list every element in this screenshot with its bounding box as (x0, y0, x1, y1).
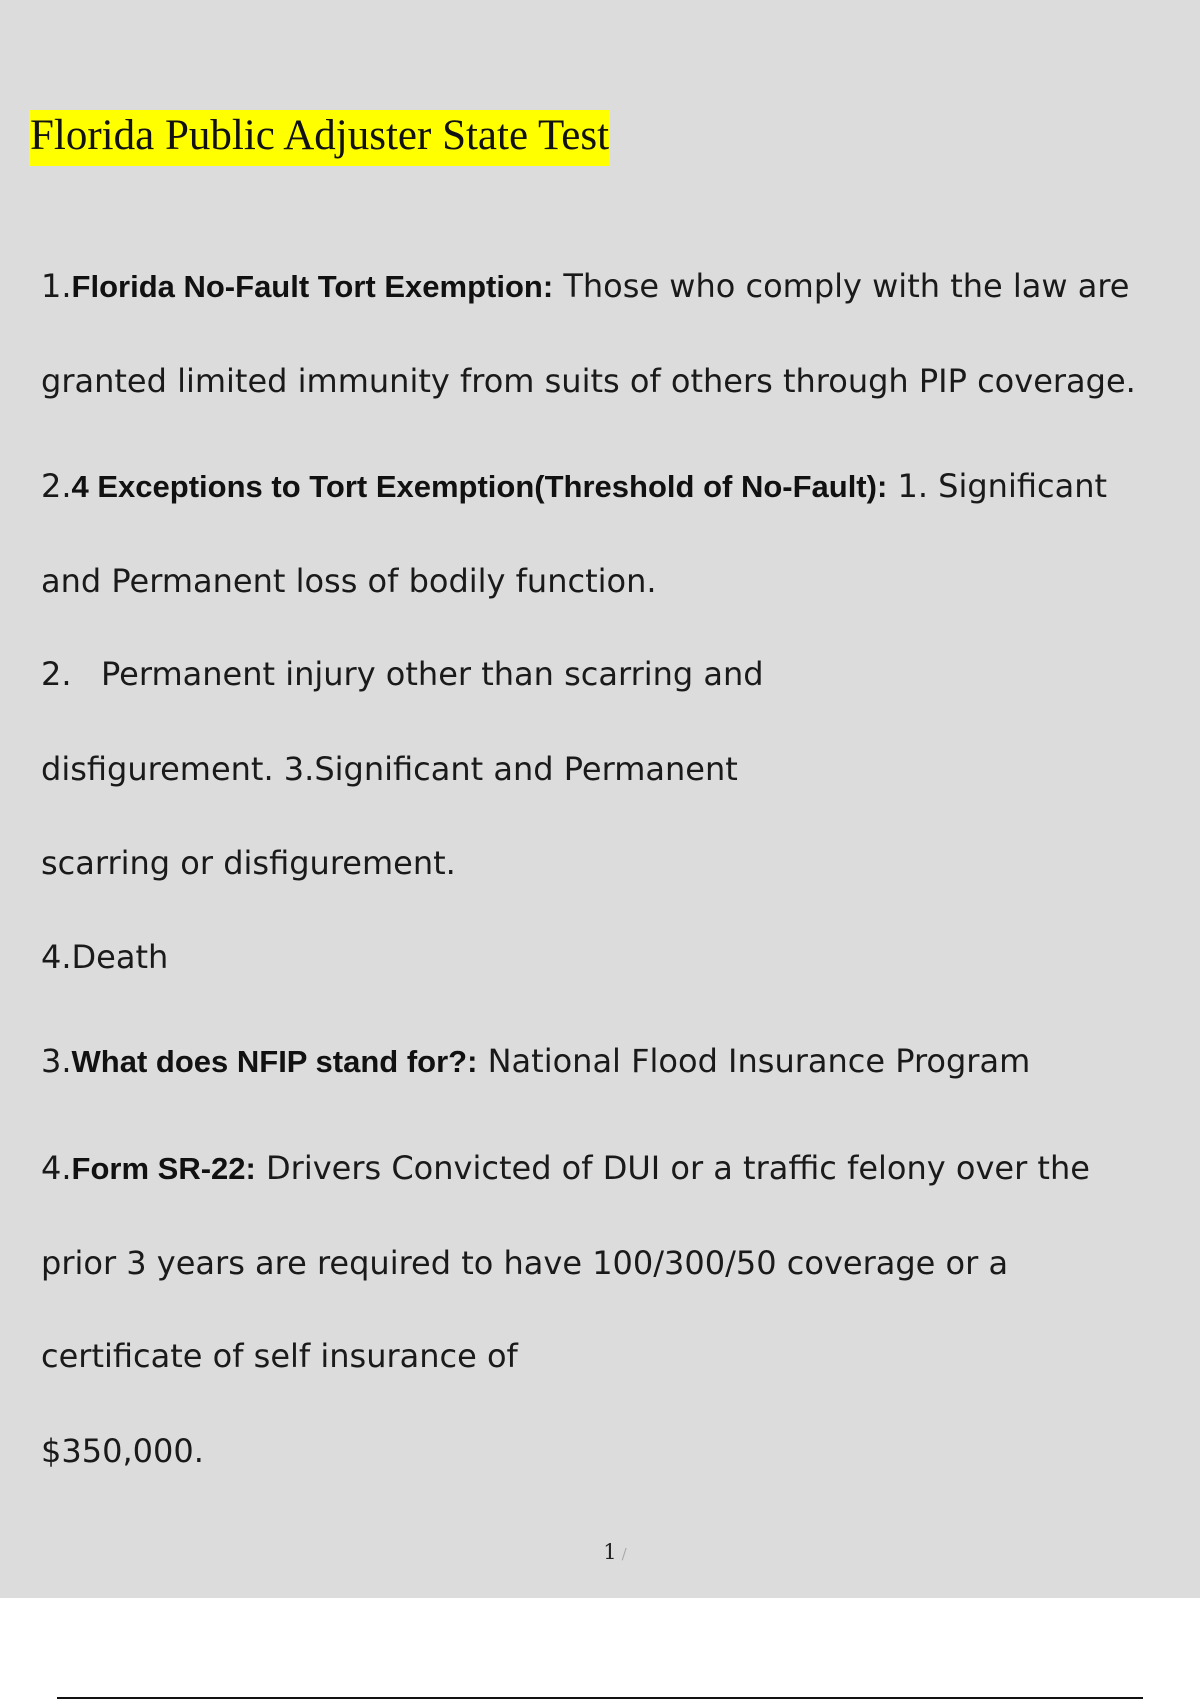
question-2-answer-part-2: and Permanent loss of bodily function. (41, 562, 657, 600)
page-number-value: 1 (603, 1540, 617, 1564)
question-2-sub-line-4: 4.Death (41, 938, 169, 976)
question-1-answer-part-2: granted limited immunity from suits of others through PIP coverage. (41, 362, 1136, 400)
page-number (0, 1540, 1200, 1564)
page-title: Florida Public Adjuster State Test (29, 110, 610, 166)
question-1-term: Florida No-Fault Tort Exemption: (71, 269, 554, 304)
question-4-answer-part-3: certificate of self insurance of (41, 1337, 518, 1375)
question-2-sub-text-1: Permanent injury other than scarring and (101, 655, 764, 693)
question-2-sub-line-2: disfigurement. 3.Significant and Permanent (41, 750, 738, 788)
question-4-line-1 (41, 1148, 1090, 1189)
question-2-answer-part-1: 1. Significant (887, 467, 1108, 505)
question-1-number: 1. (41, 267, 72, 305)
question-1-answer-part-1: Those who comply with the law are (553, 267, 1130, 305)
question-2-sub-line-3: scarring or disfigurement. (41, 844, 456, 882)
question-4-answer-part-2: prior 3 years are required to have 100/300/50 coverage or a (41, 1244, 1009, 1282)
question-2-line-1 (41, 466, 1107, 507)
page-number-suffix: / (621, 1545, 627, 1563)
question-4-answer-part-4: $350,000. (41, 1432, 204, 1470)
question-1-line-1 (41, 266, 1129, 307)
question-2-term: 4 Exceptions to Tort Exemption(Threshold of No-Fault): (71, 469, 888, 504)
question-3-number: 3. (41, 1042, 72, 1080)
question-4-term: Form SR-22: (71, 1151, 256, 1186)
next-page-top-rule (57, 1697, 1143, 1699)
question-4-answer-part-1: Drivers Convicted of DUI or a traffic felony over the (255, 1149, 1090, 1187)
question-3-answer: National Flood Insurance Program (477, 1042, 1031, 1080)
question-2-sub-number: 2. (41, 655, 72, 693)
question-4-number: 4. (41, 1149, 72, 1187)
question-2-number: 2. (41, 467, 72, 505)
question-3-term: What does NFIP stand for?: (71, 1044, 478, 1079)
question-3-line-1 (41, 1041, 1030, 1082)
question-2-sub-line-1 (41, 654, 764, 694)
